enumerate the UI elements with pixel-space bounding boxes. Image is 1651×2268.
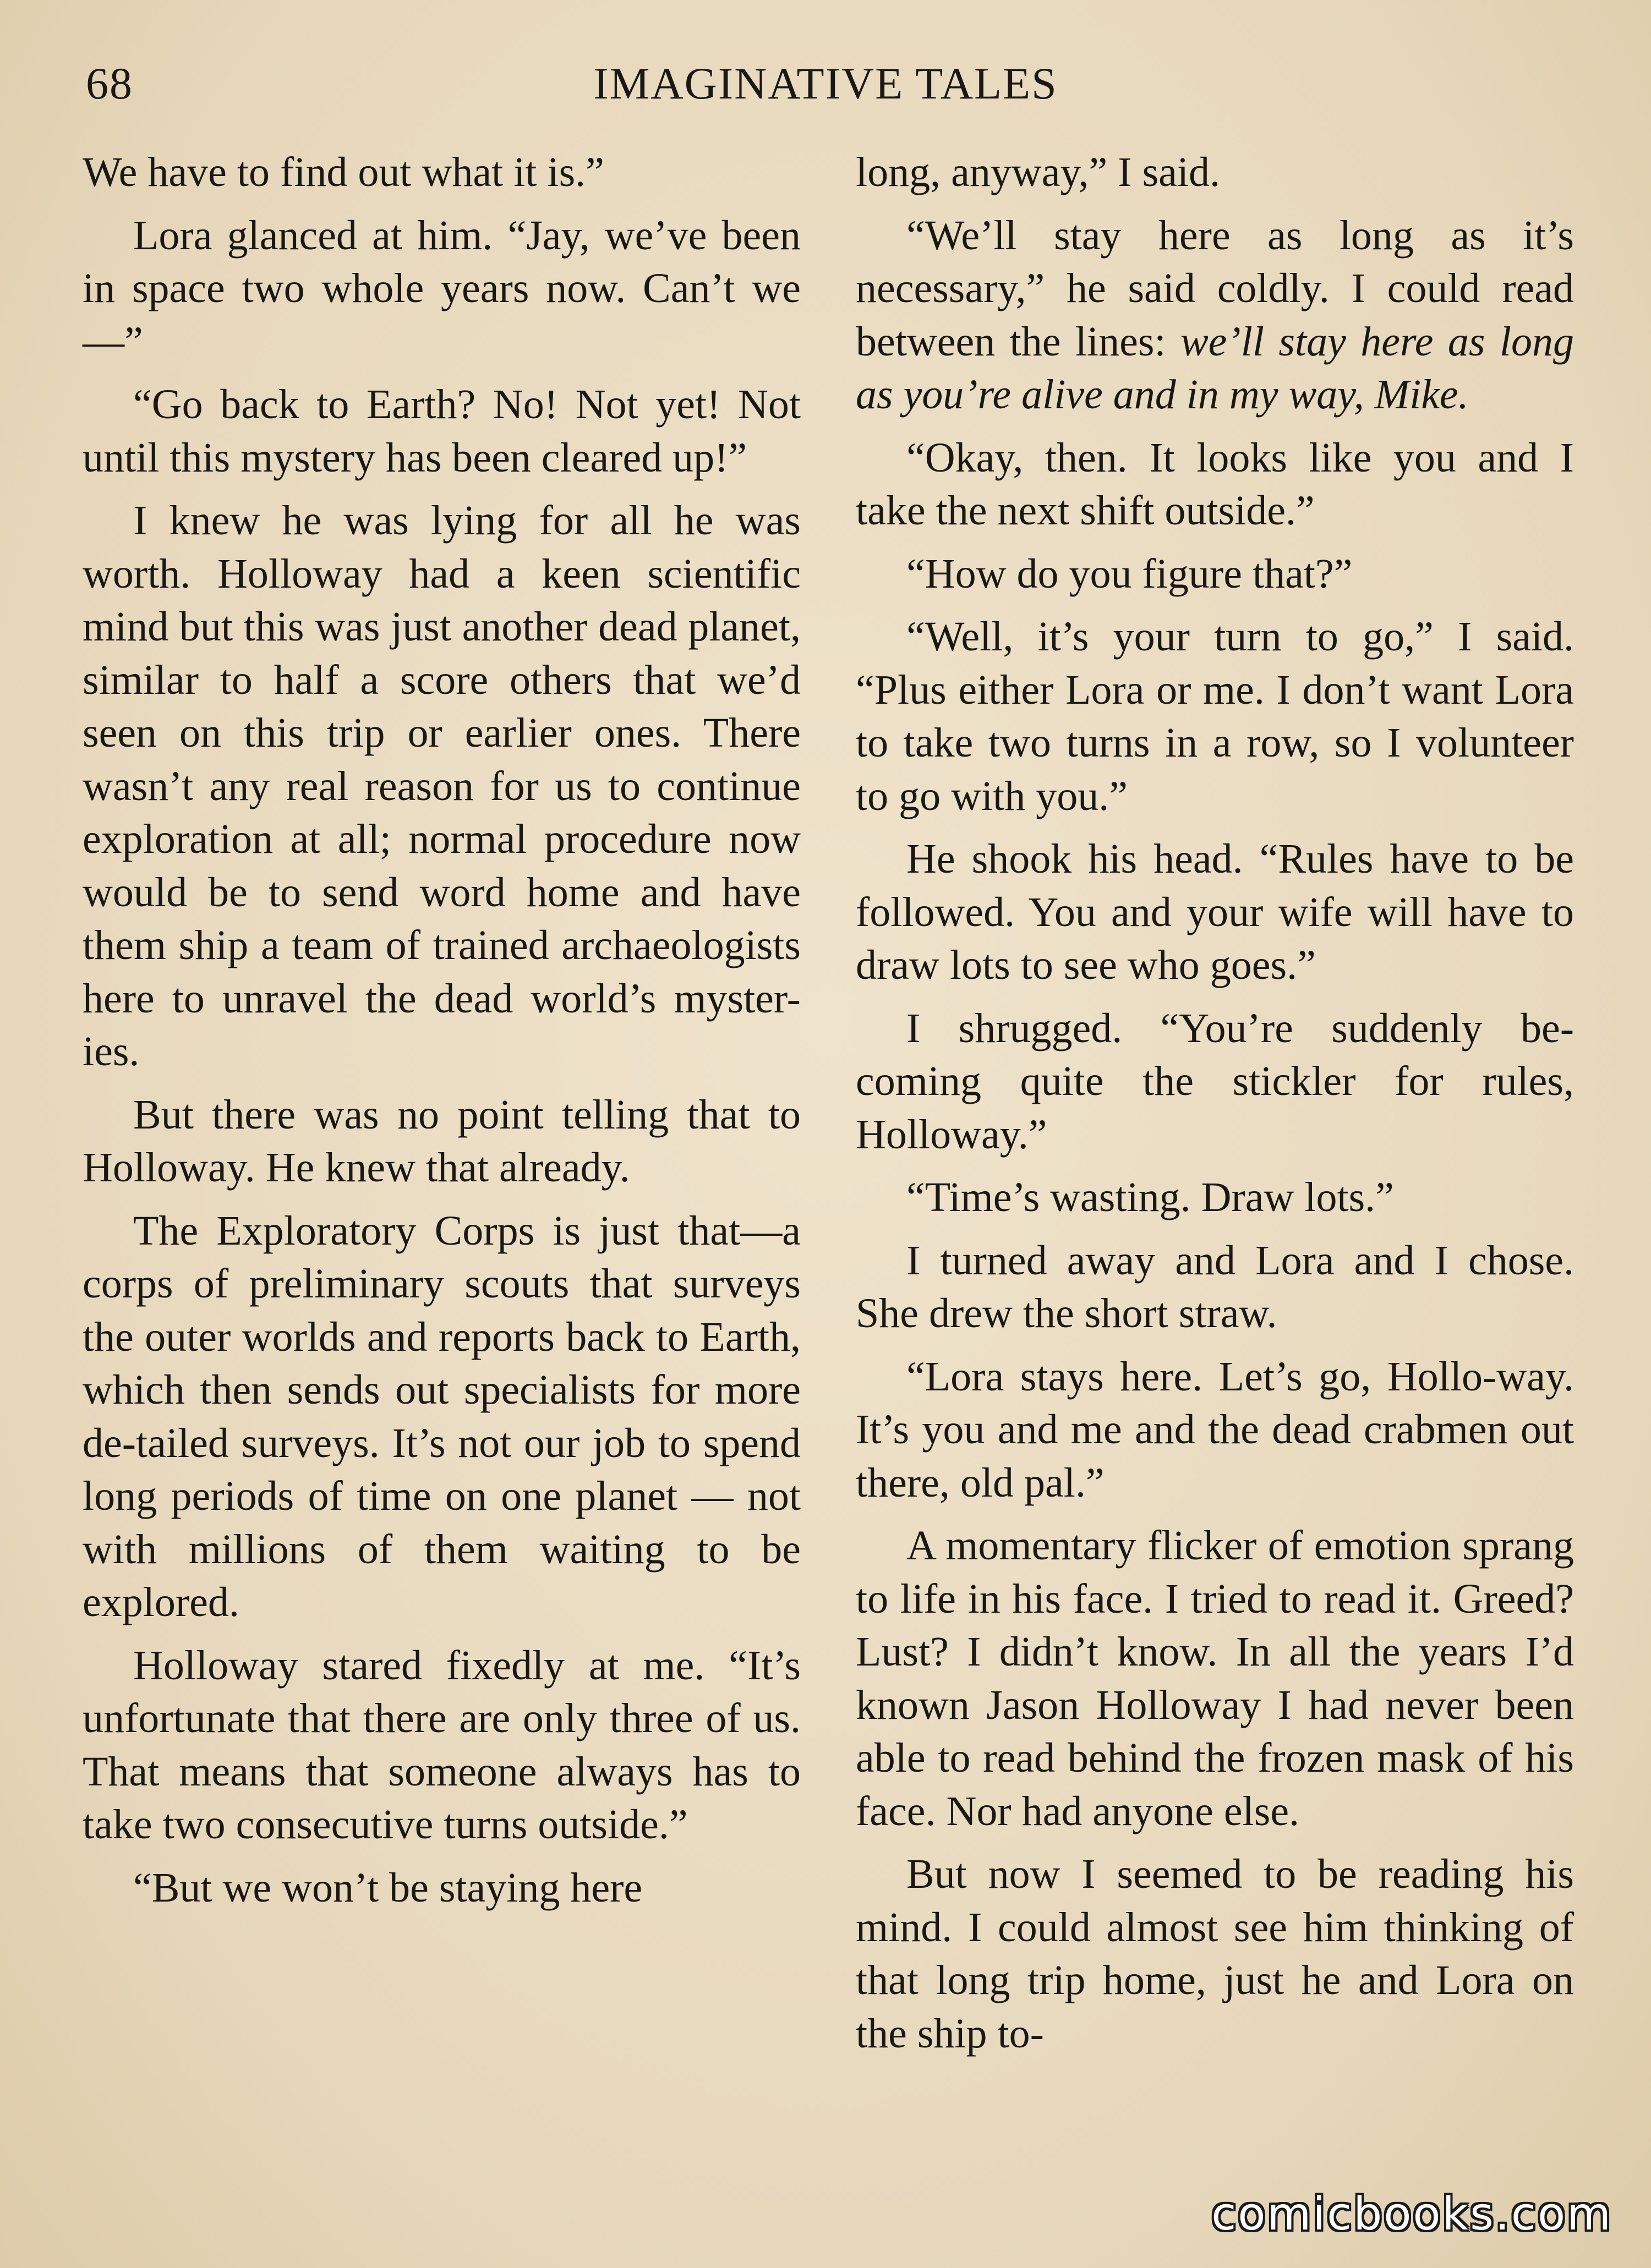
right-column	[856, 146, 1574, 2182]
paragraph-text: “We’ll stay here as long as it’s necessary,” he said coldly. I could read between the lines:	[856, 212, 1574, 365]
paragraph: We have to find out what it is.”	[83, 149, 604, 195]
left-column	[83, 146, 801, 2182]
paragraph: Holloway stared fixedly at me. “It’s unfortunate that there are only three of us. That means that someone always has to take two consecutive turns outside.”	[83, 1642, 801, 1848]
paragraph: Lora glanced at him. “Jay, we’ve been in space two whole years now. Can’t we —”	[83, 212, 801, 365]
paragraph: He shook his head. “Rules have to be followed. You and your wife will have to draw lots to see who goes.”	[856, 836, 1574, 988]
paragraph: The Exploratory Corps is just that—a corps of preliminary scouts that surveys the outer worlds and reports back to Earth, which then sends out specialists for more de-tailed surveys. It’s not our job to spend long periods of time on one planet — not with millions of them waiting to be explored.	[83, 1207, 801, 1625]
paragraph: “Okay, then. It looks like you and I take the next shift outside.”	[856, 434, 1574, 534]
paragraph: “But we won’t be staying here	[133, 1864, 643, 1911]
paragraph: “Well, it’s your turn to go,” I said. “Plus either Lora or me. I don’t want Lora to take two turns in a row, so I volunteer to go with you.”	[856, 613, 1574, 819]
magazine-title: IMAGINATIVE TALES	[593, 58, 1058, 108]
paragraph: But there was no point telling that to Holloway. He knew that already.	[83, 1091, 801, 1191]
paragraph: I knew he was lying for all he was worth. Holloway had a keen scientific mind but this was just another dead planet, similar to half a score others that we’d seen on this trip or earlier ones. There wasn’t any real reason for us to continue exploration at all; normal procedure now would be to send word home and have them ship a team of trained archaeologists here to unravel the dead world’s myster-ies.	[83, 497, 801, 1075]
paragraph	[856, 209, 1574, 421]
text-columns	[83, 146, 1574, 2182]
paragraph: I shrugged. “You’re suddenly be-coming quite the stickler for rules, Holloway.”	[856, 1005, 1574, 1158]
paragraph: But now I seemed to be reading his mind. I could almost see him thinking of that long trip home, just he and Lora on the ship to-	[856, 1851, 1574, 2057]
paragraph: I turned away and Lora and I chose. She drew the short straw.	[856, 1237, 1574, 1336]
paragraph: “Go back to Earth? No! Not yet! Not until this mystery has been cleared up!”	[83, 381, 801, 481]
page-number: 68	[86, 58, 133, 108]
running-head	[83, 58, 1568, 118]
paragraph: long, anyway,” I said.	[856, 149, 1220, 195]
paragraph: “Lora stays here. Let’s go, Hollo-way. It’s you and me and the dead crabmen out there, old pal.”	[856, 1353, 1574, 1506]
paragraph: “Time’s wasting. Draw lots.”	[906, 1174, 1394, 1220]
paragraph: A momentary flicker of emotion sprang to life in his face. I tried to read it. Greed? Lust? I didn’t know. In all the years I’d known Jason Holloway I had never been able to read behind the frozen mask of his face. Nor had anyone else.	[856, 1522, 1574, 1834]
paragraph: “How do you figure that?”	[906, 550, 1353, 597]
italic-thought: we’ll stay here as long as you’re alive and in my way, Mike.	[856, 318, 1574, 418]
watermark: comicbooks.com	[1211, 2188, 1612, 2240]
